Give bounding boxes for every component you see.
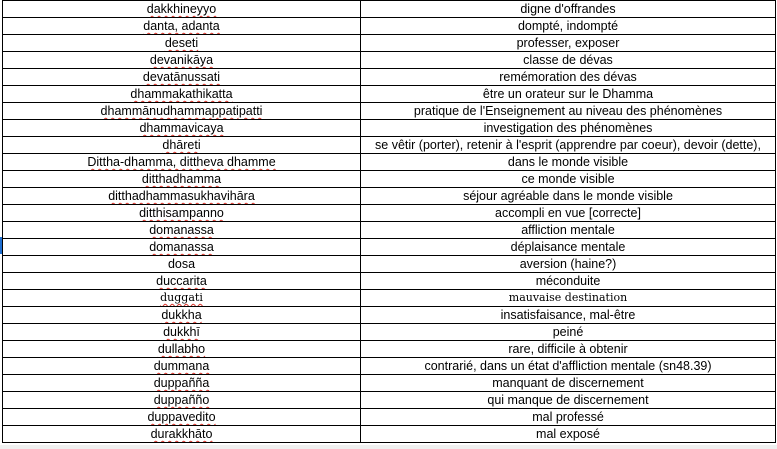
meaning-cell[interactable] [361,324,776,341]
term-cell[interactable] [3,52,361,69]
meaning-cell[interactable] [361,307,776,324]
table-row [3,324,776,341]
term-cell[interactable] [3,341,361,358]
meaning-cell[interactable] [361,86,776,103]
term-cell[interactable] [3,358,361,375]
meaning-text: mal professé [532,410,604,424]
meaning-text: peiné [552,325,584,339]
term-text: dakkhineyyo [146,2,217,16]
meaning-text: aversion (haine?) [519,257,617,271]
term-cell[interactable] [3,120,361,137]
term-cell[interactable] [3,273,361,290]
table-row [3,358,776,375]
term-text: dummana [153,359,210,373]
meaning-text: manquant de discernement [492,376,644,390]
term-text: durakkhāto [150,427,213,441]
meaning-cell[interactable] [361,392,776,409]
table-row [3,392,776,409]
term-text: domanassa [149,240,214,254]
term-text: ditthisampanno [139,206,224,220]
meaning-text: déplaisance mentale [510,240,626,254]
meaning-text: dompté, indompté [517,19,619,33]
table-row [3,239,776,256]
table-row [3,103,776,120]
meaning-cell[interactable] [361,375,776,392]
term-cell[interactable] [3,409,361,426]
meaning-text: remémoration des dévas [499,70,637,84]
term-cell[interactable] [3,188,361,205]
meaning-cell[interactable] [361,69,776,86]
meaning-text: séjour agréable dans le monde visible [463,189,673,203]
table-row [3,426,776,443]
term-cell[interactable] [3,392,361,409]
meaning-cell[interactable] [361,409,776,426]
meaning-cell[interactable] [361,290,776,307]
term-cell[interactable] [3,324,361,341]
meaning-text: rare, difficile à obtenir [508,342,628,356]
table-row [3,375,776,392]
meaning-text: mal exposé [536,427,600,441]
meaning-cell[interactable] [361,35,776,52]
term-text: dhammavicaya [139,121,224,135]
meaning-text: professer, exposer [516,36,620,50]
meaning-text: digne d'offrandes [520,2,616,16]
table-row [3,273,776,290]
term-cell[interactable] [3,290,361,307]
meaning-text: classe de dévas [523,53,613,67]
table-row [3,307,776,324]
meaning-cell[interactable] [361,222,776,239]
table-row [3,188,776,205]
table-row [3,409,776,426]
row-cursor-marker [0,237,2,254]
meaning-cell[interactable] [361,103,776,120]
table-row [3,137,776,154]
term-cell[interactable] [3,69,361,86]
term-cell[interactable] [3,375,361,392]
meaning-cell[interactable] [361,256,776,273]
table-row [3,69,776,86]
term-cell[interactable] [3,171,361,188]
meaning-cell[interactable] [361,239,776,256]
table-row [3,222,776,239]
term-cell[interactable] [3,239,361,256]
sheet-bottom-edge [0,445,777,449]
term-text: duccarita [156,274,207,288]
table-row [3,35,776,52]
table-row [3,52,776,69]
table-row [3,256,776,273]
term-cell[interactable] [3,307,361,324]
table-row [3,205,776,222]
term-cell[interactable] [3,18,361,35]
table-row [3,120,776,137]
term-cell[interactable] [3,426,361,443]
meaning-cell[interactable] [361,1,776,18]
term-text: dukkha [161,308,202,322]
term-text: danta, adanta [143,19,220,33]
meaning-cell[interactable] [361,52,776,69]
meaning-text: insatisfaisance, mal-être [500,308,636,322]
term-text: dullabho [157,342,206,356]
term-cell[interactable] [3,205,361,222]
glossary-table [2,0,776,443]
meaning-cell[interactable] [361,171,776,188]
term-cell[interactable] [3,1,361,18]
meaning-cell[interactable] [361,137,776,154]
term-cell[interactable] [3,154,361,171]
table-row [3,290,776,307]
term-text: Dittha-dhamma, dittheva dhamme [87,155,276,169]
table-row [3,171,776,188]
table-row [3,341,776,358]
term-cell[interactable] [3,35,361,52]
term-text: duggati [160,291,203,304]
term-text: duppavedito [147,410,216,424]
meaning-text: mauvaise destination [508,291,628,304]
meaning-cell[interactable] [361,426,776,443]
term-cell[interactable] [3,103,361,120]
term-text: duppañño [153,393,210,407]
meaning-text: se vêtir (porter), retenir à l'esprit (apprendre par coeur), devoir (dette), [375,138,761,152]
table-row [3,154,776,171]
meaning-text: accompli en vue [correcte] [495,206,641,220]
meaning-cell[interactable] [361,188,776,205]
term-text: devanikāya [149,53,214,67]
meaning-text: contrarié, dans un état d'affliction mentale (sn48.39) [424,359,712,373]
term-text: ditthadhamma [141,172,222,186]
term-cell[interactable] [3,222,361,239]
meaning-text: ce monde visible [521,172,615,186]
meaning-text: affliction mentale [521,223,615,237]
meaning-cell[interactable] [361,341,776,358]
meaning-cell[interactable] [361,18,776,35]
meaning-text: pratique de l'Enseignement au niveau des phénomènes [413,104,723,118]
term-text: ditthadhammasukhavihāra [108,189,255,203]
meaning-text: méconduite [535,274,601,288]
table-row [3,18,776,35]
meaning-text: investigation des phénomènes [483,121,653,135]
term-text: duppañña [153,376,210,390]
term-cell[interactable] [3,86,361,103]
meaning-cell[interactable] [361,120,776,137]
meaning-cell[interactable] [361,273,776,290]
meaning-cell[interactable] [361,358,776,375]
term-text: domanassa [149,223,214,237]
meaning-text: dans le monde visible [507,155,629,169]
table-row [3,86,776,103]
table-row [3,1,776,18]
term-text: deseti [164,36,199,50]
term-text: dhammakathikatta [130,87,233,101]
meaning-cell[interactable] [361,205,776,222]
term-text: dhāreti [162,138,201,152]
meaning-cell[interactable] [361,154,776,171]
term-cell[interactable] [3,137,361,154]
term-text: dhammānudhammappatipatti [100,104,263,118]
term-text: dosa [167,257,196,271]
meaning-text: qui manque de discernement [487,393,649,407]
term-text: devatānussati [142,70,221,84]
term-text: dukkhī [163,325,200,339]
meaning-text: être un orateur sur le Dhamma [482,87,654,101]
term-cell[interactable] [3,256,361,273]
